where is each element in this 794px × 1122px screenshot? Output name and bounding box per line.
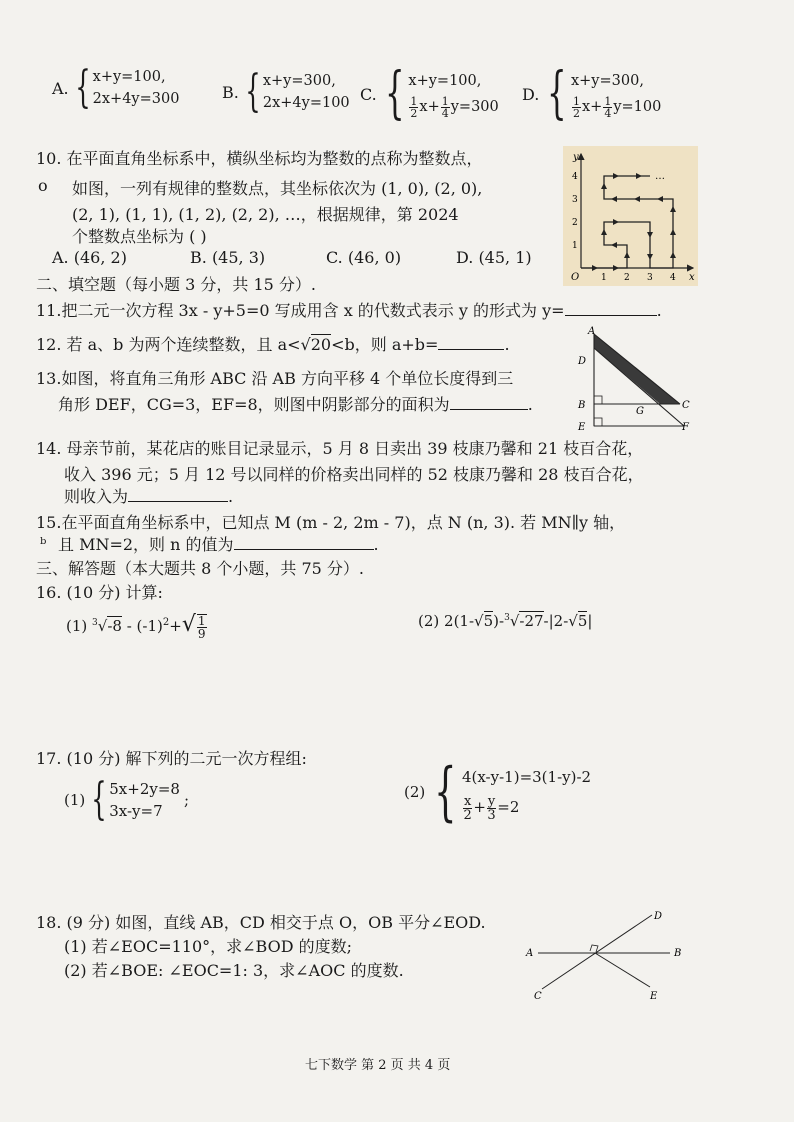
q10-line2: 如图，一列有规律的整数点，其坐标依次为 (1, 0), (2, 0),: [72, 179, 483, 198]
q11: 11.把二元一次方程 3x - y+5=0 写成用含 x 的代数式表示 y 的形式为 y= .: [36, 301, 662, 320]
q15-margin-mark: ᵇ: [40, 534, 47, 553]
q9-option-d-label: D.: [522, 84, 540, 104]
q9-option-a: [52, 62, 180, 113]
q18-line2: (1) 若∠EOC=110°，求∠BOD 的度数;: [64, 937, 353, 956]
section3-heading: 三、解答题（本大题共 8 个小题，共 75 分）.: [36, 559, 364, 578]
label-A: A: [526, 948, 534, 959]
q16-part2-label: (2): [418, 612, 440, 630]
cube-root-index: 3: [92, 618, 98, 628]
label-C: C: [682, 400, 690, 411]
q9-option-a-eq1: x+y=100,: [92, 69, 166, 85]
ray-OE: [595, 953, 650, 987]
label-E: E: [578, 422, 586, 433]
path-ellipsis: …: [655, 171, 665, 182]
x-axis-label: x: [689, 272, 695, 283]
brace: {: [74, 62, 91, 113]
q12-text-before: 12. 若 a、b 为两个连续整数，且 a<: [36, 335, 301, 354]
q16-part1-label: (1): [66, 617, 88, 635]
q15-line2: 且 MN=2，则 n 的值为 .: [58, 535, 379, 554]
label-B: B: [578, 400, 586, 411]
q15-answer-blank[interactable]: [234, 549, 374, 550]
q17-part2: [404, 755, 592, 829]
label-F: F: [682, 422, 689, 433]
fraction-quarter: $\frac{1}{4}$: [604, 94, 612, 120]
q12-answer-blank[interactable]: [438, 349, 504, 350]
q10-option-d: D. (45, 1): [456, 248, 532, 267]
label-D: D: [654, 911, 663, 922]
q10-margin-mark: o: [38, 176, 48, 195]
q12: 12. 若 a、b 为两个连续整数，且 a<√20<b，则 a+b= .: [36, 335, 510, 354]
label-A: A: [588, 326, 596, 337]
right-angle-mark-E: [594, 418, 602, 426]
brace: {: [91, 774, 107, 825]
q9-option-d: [522, 61, 662, 126]
q9-option-d-eq1: x+y=300,: [570, 73, 644, 89]
q9-option-c-label: C.: [360, 84, 377, 104]
q13-line1: 13.如图，将直角三角形 ABC 沿 AB 方向平移 4 个单位长度得到三: [36, 369, 514, 388]
q10-line1: 10. 在平面直角坐标系中，横纵坐标均为整数的点称为整数点，: [36, 149, 483, 168]
q9-option-c-eq2: $\frac{1}{2}$ x+ $\frac{1}{4}$ y=300: [410, 94, 499, 120]
y-tick-2: 2: [572, 218, 578, 228]
sqrt-symbol: √: [474, 612, 484, 630]
q17-part1: (1) { 5x+2y=8 3x-y=7 ;: [64, 774, 190, 825]
q16-title: 16. (10 分) 计算:: [36, 583, 163, 602]
label-D: D: [578, 356, 587, 367]
q15-line1: 15.在平面直角坐标系中，已知点 M (m - 2, 2m - 7)，点 N (n, 3). 若 MN∥y 轴，: [36, 513, 626, 532]
q18-line1: 18. (9 分) 如图，直线 AB，CD 相交于点 O，OB 平分∠EOD.: [36, 913, 486, 932]
q9-option-b-label: B.: [222, 82, 239, 102]
label-B: B: [674, 948, 682, 959]
sqrt-symbol: √: [300, 335, 311, 354]
segment-AC: [594, 334, 680, 404]
q14-line3: 则收入为 .: [64, 487, 234, 506]
label-G: G: [636, 406, 644, 417]
q16-part2: (2) 2(1-√5)-$^3$√-27-|2-√5|: [418, 612, 593, 630]
x-tick-3: 3: [647, 273, 653, 283]
origin-label: O: [571, 272, 580, 283]
q10-line3: (2, 1), (1, 1), (1, 2), (2, 2), …，根据规律，第 2024: [72, 205, 459, 224]
q11-answer-blank[interactable]: [565, 315, 657, 316]
x-tick-1: 1: [601, 273, 607, 283]
brace: {: [547, 61, 567, 126]
sqrt-symbol: √: [568, 612, 578, 630]
label-C: C: [534, 991, 542, 1002]
graph-background: [563, 146, 698, 286]
q9-option-a-label: A.: [52, 78, 69, 98]
y-tick-3: 3: [572, 195, 578, 205]
q13-translated-triangles-figure: [572, 326, 696, 436]
y-tick-1: 1: [572, 241, 578, 251]
q13-answer-blank[interactable]: [450, 409, 528, 410]
q10-option-a: A. (46, 2): [52, 248, 127, 267]
q12-text-after: <b，则 a+b=: [331, 335, 439, 354]
q17-part2-eq2: $\frac{x}{2}$ + $\frac{y}{3}$ =2: [463, 793, 520, 823]
q9-option-a-eq2: 2x+4y=300: [92, 91, 180, 107]
q16-part1-fraction: $\frac{1}{9}$: [197, 614, 206, 641]
q16-part1: (1) $^3√-8 - (-1)^2+√$ $\frac{1}{9}$: [66, 612, 206, 641]
q18-intersecting-lines-figure: [520, 905, 690, 1005]
q9-option-c: [360, 61, 499, 126]
sqrt-symbol: √: [97, 617, 108, 635]
q9-option-c-eq1: x+y=100,: [408, 73, 482, 89]
angle-mark: [590, 945, 598, 952]
q16-part1-radicand: -8: [107, 617, 122, 635]
q17-part1-eq2: 3x-y=7: [109, 802, 163, 820]
q9-option-b-eq2: 2x+4y=100: [262, 95, 350, 111]
x-tick-2: 2: [624, 273, 630, 283]
right-angle-mark-B: [594, 396, 602, 404]
brace: {: [384, 61, 405, 126]
q18-line3: (2) 若∠BOE: ∠EOC=1: 3，求∠AOC 的度数.: [64, 961, 404, 980]
q13-line2: 角形 DEF，CG=3，EF=8，则图中阴影部分的面积为 .: [58, 395, 533, 414]
sqrt-symbol: √: [181, 612, 196, 637]
q14-line1: 14. 母亲节前，某花店的账目记录显示，5 月 8 日卖出 39 枝康乃馨和 21 枝百合花，: [36, 439, 644, 458]
brace: {: [434, 755, 457, 829]
q12-radicand: 20: [310, 335, 332, 354]
q10-lattice-path-graph: [563, 146, 698, 286]
q17-part1-label: (1): [64, 791, 86, 809]
q9-option-d-eq2: $\frac{1}{2}$ x+ $\frac{1}{4}$ y=100: [572, 94, 662, 120]
q11-text: 11.把二元一次方程 3x - y+5=0 写成用含 x 的代数式表示 y 的形式为 y=: [36, 301, 565, 320]
brace: {: [245, 66, 261, 117]
q17-part2-label: (2): [404, 783, 426, 801]
section2-heading: 二、填空题（每小题 3 分，共 15 分）.: [36, 275, 316, 294]
q9-option-b-eq1: x+y=300,: [262, 73, 336, 89]
q9-option-b: [222, 66, 350, 117]
q14-answer-blank[interactable]: [128, 501, 228, 502]
y-tick-4: 4: [572, 172, 578, 182]
q17-part1-eq1: 5x+2y=8: [109, 780, 180, 798]
q14-line2: 收入 396 元；5 月 12 号以同样的价格卖出同样的 52 枝康乃馨和 28 枝百合花，: [64, 465, 644, 484]
sqrt-symbol: √: [509, 612, 520, 630]
q17-part2-eq1: 4(x-y-1)=3(1-y)-2: [461, 768, 592, 786]
fraction-half: $\frac{1}{2}$: [410, 94, 418, 120]
q10-option-c: C. (46, 0): [326, 248, 402, 267]
fraction-half: $\frac{1}{2}$: [572, 94, 580, 120]
q10-option-b: B. (45, 3): [190, 248, 266, 267]
page-footer: 七下数学 第 2 页 共 4 页: [305, 1058, 451, 1073]
label-E: E: [650, 991, 658, 1002]
q17-title: 17. (10 分) 解下列的二元一次方程组:: [36, 749, 307, 768]
fraction-quarter: $\frac{1}{4}$: [441, 94, 449, 120]
x-tick-4: 4: [670, 273, 676, 283]
q10-line4: 个整数点坐标为 ( ): [72, 227, 207, 246]
y-axis-label: y: [573, 152, 579, 163]
